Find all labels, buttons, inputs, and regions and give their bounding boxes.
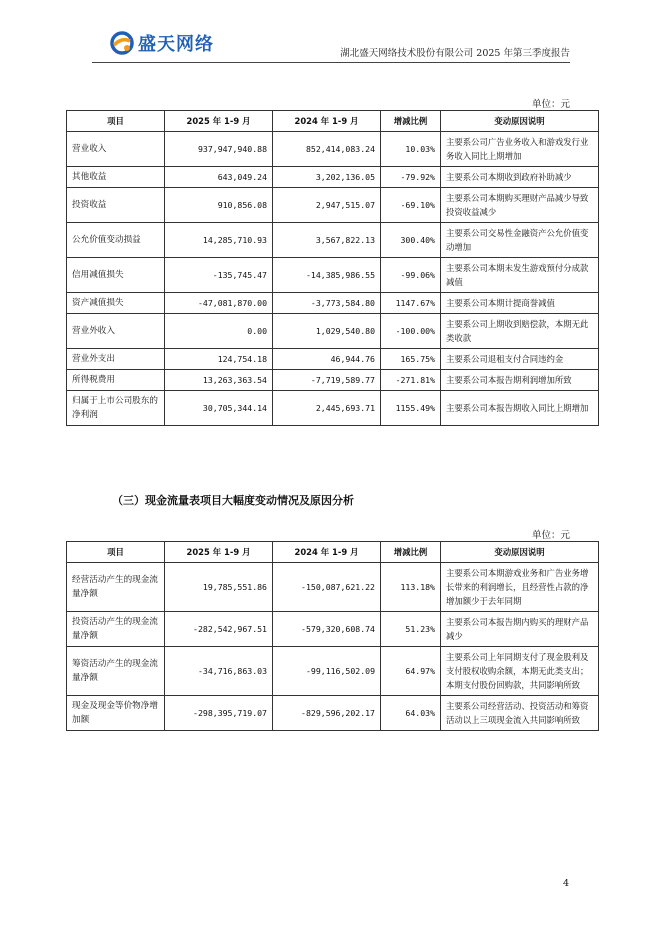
row-2024-value-cell: -99,116,502.09	[273, 647, 381, 696]
row-2024-value-cell: 852,414,083.24	[273, 132, 381, 167]
row-2024-value-cell: -150,087,621.22	[273, 563, 381, 612]
row-item-cell: 现金及现金等价物净增加额	[67, 696, 165, 731]
logo-mark-icon	[110, 31, 134, 55]
table-header-row	[67, 542, 599, 563]
row-reason-cell: 主要系公司本报告期利润增加所致	[441, 370, 599, 391]
col-header-2025: 2025 年 1-9 月	[165, 111, 273, 132]
col-header-2024: 2024 年 1-9 月	[273, 542, 381, 563]
table-row	[67, 223, 599, 258]
table-row	[67, 167, 599, 188]
row-reason-cell: 主要系公司本期收到政府补助减少	[441, 167, 599, 188]
table-row	[67, 349, 599, 370]
row-ratio-cell: -100.00%	[381, 314, 441, 349]
page-number: 4	[563, 878, 570, 889]
row-2025-value-cell: 0.00	[165, 314, 273, 349]
company-logo	[110, 30, 214, 56]
row-item-cell: 筹资活动产生的现金流量净额	[67, 647, 165, 696]
col-header-ratio: 增减比例	[381, 111, 441, 132]
row-item-cell: 营业收入	[67, 132, 165, 167]
table-row	[67, 391, 599, 426]
row-2025-value-cell: 30,705,344.14	[165, 391, 273, 426]
row-ratio-cell: 64.03%	[381, 696, 441, 731]
row-item-cell: 其他收益	[67, 167, 165, 188]
row-2024-value-cell: 3,202,136.05	[273, 167, 381, 188]
row-reason-cell: 主要系公司本期未发生游戏预付分成款减值	[441, 258, 599, 293]
col-header-ratio: 增减比例	[381, 542, 441, 563]
page-header	[92, 26, 570, 63]
logo-text: 盛天网络	[138, 34, 214, 55]
table1-unit: 单位：元	[531, 99, 570, 110]
table2-unit: 单位：元	[531, 530, 570, 541]
row-reason-cell: 主要系公司经营活动、投资活动和筹资活动以上三项现金流入共同影响所致	[441, 696, 599, 731]
table-row	[67, 314, 599, 349]
row-ratio-cell: 300.40%	[381, 223, 441, 258]
row-2025-value-cell: -298,395,719.07	[165, 696, 273, 731]
row-2024-value-cell: -14,385,986.55	[273, 258, 381, 293]
row-2025-value-cell: 643,049.24	[165, 167, 273, 188]
row-reason-cell: 主要系公司交易性金融资产公允价值变动增加	[441, 223, 599, 258]
row-reason-cell: 主要系公司上期收到赔偿款，本期无此类收款	[441, 314, 599, 349]
row-2024-value-cell: 2,445,693.71	[273, 391, 381, 426]
row-2024-value-cell: -7,719,589.77	[273, 370, 381, 391]
row-item-cell: 信用减值损失	[67, 258, 165, 293]
row-ratio-cell: 10.03%	[381, 132, 441, 167]
table-row	[67, 132, 599, 167]
table-row	[67, 612, 599, 647]
row-ratio-cell: 64.97%	[381, 647, 441, 696]
row-ratio-cell: -69.10%	[381, 188, 441, 223]
cashflow-changes-table	[66, 541, 599, 731]
row-2025-value-cell: -135,745.47	[165, 258, 273, 293]
row-reason-cell: 主要系公司本期计提商誉减值	[441, 293, 599, 314]
table-row	[67, 293, 599, 314]
row-ratio-cell: 113.18%	[381, 563, 441, 612]
row-2025-value-cell: 19,785,551.86	[165, 563, 273, 612]
row-2024-value-cell: -579,320,608.74	[273, 612, 381, 647]
row-reason-cell: 主要系公司本期购买理财产品减少导致投资收益减少	[441, 188, 599, 223]
col-header-reason: 变动原因说明	[441, 111, 599, 132]
row-2024-value-cell: 46,944.76	[273, 349, 381, 370]
table-row	[67, 188, 599, 223]
row-ratio-cell: 1147.67%	[381, 293, 441, 314]
table-row	[67, 258, 599, 293]
row-item-cell: 经营活动产生的现金流量净额	[67, 563, 165, 612]
row-ratio-cell: -99.06%	[381, 258, 441, 293]
row-ratio-cell: -271.81%	[381, 370, 441, 391]
row-2025-value-cell: -34,716,863.03	[165, 647, 273, 696]
row-reason-cell: 主要系公司本期游戏业务和广告业务增长带来的利润增长，且经营性占款的净增加额少于去年同期	[441, 563, 599, 612]
row-2025-value-cell: 910,856.08	[165, 188, 273, 223]
row-2024-value-cell: -3,773,584.80	[273, 293, 381, 314]
row-item-cell: 资产减值损失	[67, 293, 165, 314]
row-reason-cell: 主要系公司上年同期支付了现金股利及支付股权收购余额，本期无此类支出；本期支付股份回购款，共同影响所致	[441, 647, 599, 696]
col-header-reason: 变动原因说明	[441, 542, 599, 563]
row-reason-cell: 主要系公司本报告期收入同比上期增加	[441, 391, 599, 426]
row-2025-value-cell: -47,081,870.00	[165, 293, 273, 314]
row-item-cell: 营业外收入	[67, 314, 165, 349]
income-changes-table	[66, 110, 599, 426]
row-reason-cell: 主要系公司广告业务收入和游戏发行业务收入同比上期增加	[441, 132, 599, 167]
row-2024-value-cell: 2,947,515.07	[273, 188, 381, 223]
row-2025-value-cell: 937,947,940.88	[165, 132, 273, 167]
col-header-2025: 2025 年 1-9 月	[165, 542, 273, 563]
row-2024-value-cell: 3,567,822.13	[273, 223, 381, 258]
col-header-item: 项目	[67, 542, 165, 563]
row-item-cell: 投资收益	[67, 188, 165, 223]
row-item-cell: 投资活动产生的现金流量净额	[67, 612, 165, 647]
row-ratio-cell: 51.23%	[381, 612, 441, 647]
row-2024-value-cell: 1,029,540.80	[273, 314, 381, 349]
table-row	[67, 563, 599, 612]
row-2025-value-cell: -282,542,967.51	[165, 612, 273, 647]
row-ratio-cell: 165.75%	[381, 349, 441, 370]
row-2025-value-cell: 13,263,363.54	[165, 370, 273, 391]
row-2025-value-cell: 14,285,710.93	[165, 223, 273, 258]
row-ratio-cell: 1155.49%	[381, 391, 441, 426]
cashflow-section-title: （三）现金流量表项目大幅度变动情况及原因分析	[112, 494, 354, 507]
row-item-cell: 归属于上市公司股东的净利润	[67, 391, 165, 426]
table-header-row	[67, 111, 599, 132]
row-2024-value-cell: -829,596,202.17	[273, 696, 381, 731]
row-reason-cell: 主要系公司本报告期内购买的理财产品减少	[441, 612, 599, 647]
row-ratio-cell: -79.92%	[381, 167, 441, 188]
table-row	[67, 696, 599, 731]
table-row	[67, 647, 599, 696]
row-item-cell: 营业外支出	[67, 349, 165, 370]
row-2025-value-cell: 124,754.18	[165, 349, 273, 370]
col-header-2024: 2024 年 1-9 月	[273, 111, 381, 132]
report-title: 湖北盛天网络技术股份有限公司 2025 年第三季度报告	[340, 48, 570, 59]
row-item-cell: 所得税费用	[67, 370, 165, 391]
row-reason-cell: 主要系公司退租支付合同违约金	[441, 349, 599, 370]
col-header-item: 项目	[67, 111, 165, 132]
row-item-cell: 公允价值变动损益	[67, 223, 165, 258]
table-row	[67, 370, 599, 391]
